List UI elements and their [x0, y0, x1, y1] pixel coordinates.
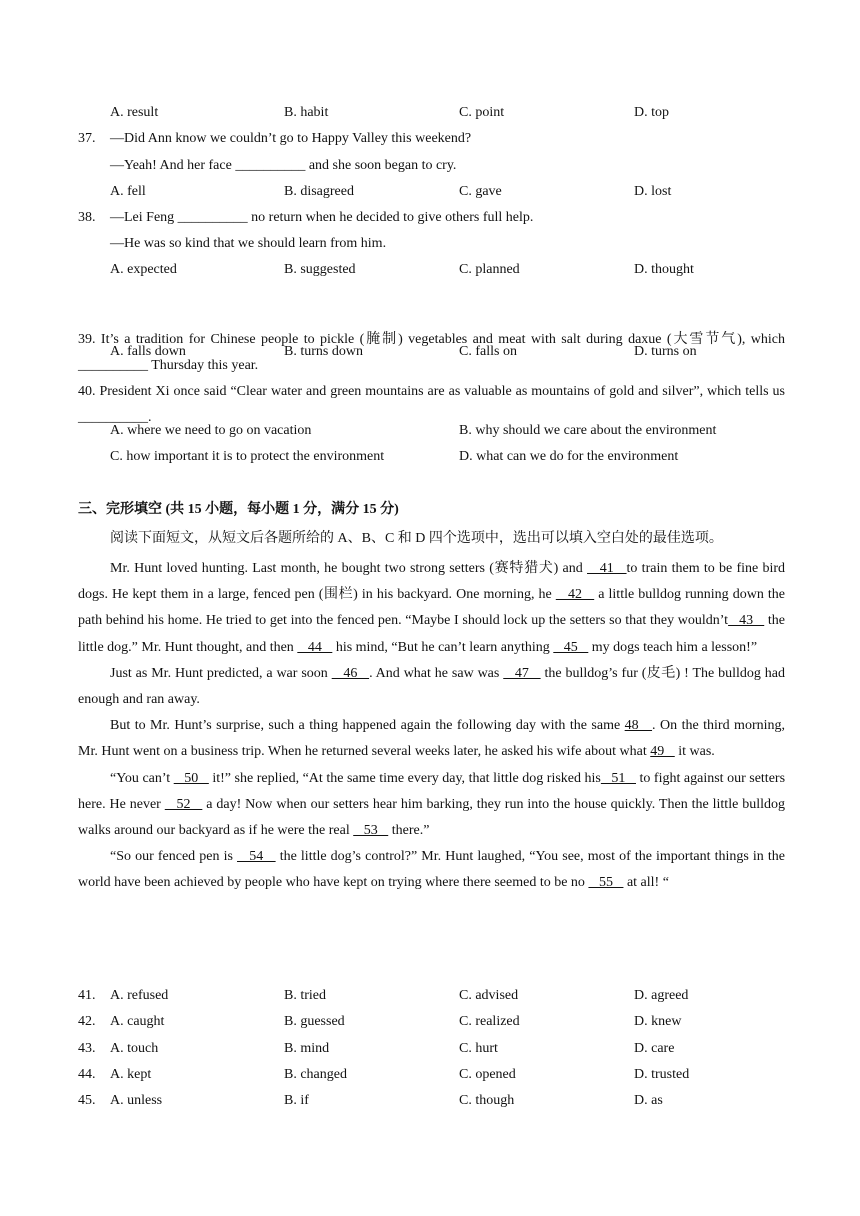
question-line: —Yeah! And her face __________ and she soon began to cry. [110, 158, 457, 173]
option-b: B. suggested [284, 262, 356, 277]
option-c: C. falls on [459, 344, 517, 359]
option-a: A. fell [110, 184, 146, 199]
question-line: —He was so kind that we should learn from him. [110, 236, 387, 251]
option-d: D. agreed [634, 988, 689, 1003]
option-a: A. unless [110, 1093, 163, 1108]
option-a: A. caught [110, 1014, 165, 1029]
option-d: D. turns on [634, 344, 697, 359]
option-a: A. kept [110, 1067, 152, 1082]
blank-54: 54 [237, 849, 276, 865]
option-a: A. falls down [110, 344, 186, 359]
blank-45: 45 [553, 639, 589, 655]
blank-44: 44 [297, 639, 333, 655]
blank-47: 47 [503, 665, 541, 681]
option-c: C. though [459, 1093, 515, 1108]
q44-options [110, 1066, 790, 1084]
question-40: 40. President Xi once said “Clear water and green mountains are as valuable as mountains of gold and silver”, which tells us __________. [78, 384, 785, 426]
blank-41: 41 [587, 561, 627, 576]
option-c: C. advised [459, 988, 519, 1003]
q40-options-row2 [110, 448, 790, 466]
option-b: B. turns down [284, 344, 363, 359]
question-number: 41. [78, 988, 96, 1003]
option-a: A. expected [110, 262, 177, 277]
question-39: 39. It’s a tradition for Chinese people to pickle (腌制) vegetables and meat with salt during daxue (大雪节气), which __________ Thursday this year. [78, 332, 785, 374]
option-b: B. changed [284, 1067, 347, 1082]
question-number: 42. [78, 1014, 96, 1029]
paragraph-5: “So our fenced pen is 54 the little dog’s control?” Mr. Hunt laughed, “You see, most of the important things in the world have been achieved by people who have kept on trying where there seemed to be no 55 at all! “ [78, 849, 785, 891]
question-number: 44. [78, 1067, 96, 1082]
option-b: B. disagreed [284, 184, 354, 199]
blank-52: 52 [164, 796, 203, 812]
option-c: C. point [459, 105, 505, 120]
option-d: D. as [634, 1093, 663, 1108]
q38-options [110, 261, 790, 279]
blank-55: 55 [588, 875, 624, 891]
q37-options [110, 183, 790, 201]
option-b: B. habit [284, 105, 329, 120]
option-b: B. why should we care about the environment [459, 423, 717, 438]
blank-42: 42 [555, 587, 595, 603]
paragraph-4: “You can’t 50 it!” she replied, “At the same time every day, that little dog risked his 51 to fight against our setters here. He never 52 a day! Now when our setters hear him barking, they run into the house quickly. Then the little bulldog walks around our backyard as if he were the real 53 there.” [78, 770, 786, 839]
option-a: A. refused [110, 988, 169, 1003]
option-b: B. mind [284, 1041, 330, 1056]
blank-48: 48 [624, 718, 653, 734]
option-b: B. tried [284, 988, 326, 1003]
option-a: A. result [110, 105, 159, 120]
option-d: D. care [634, 1041, 675, 1056]
q39-options [110, 343, 790, 361]
blank-43: 43 [728, 613, 765, 629]
blank-49: 49 [650, 744, 675, 760]
paragraph-1: Mr. Hunt loved hunting. Last month, he bought two strong setters (赛特猎犬) and 41 to train them to be fine bird dogs. He kept them in a large, fenced pen (围栏) in his backyard. One morning, he 42 a little bulldog running down the path behind his home. He tried to get into the fenced pen. “Maybe I should lock up the setters so that they wouldn’t 43 the little dog.” Mr. Hunt thought, and then 44 his mind, “But he can’t learn anything 45 my dogs teach him a lesson!” [78, 561, 786, 655]
cloze-passage [78, 556, 785, 897]
option-c: C. hurt [459, 1041, 498, 1056]
option-d: D. what can we do for the environment [459, 449, 679, 464]
option-d: D. top [634, 105, 669, 120]
option-b: B. if [284, 1093, 309, 1108]
question-number: 43. [78, 1041, 96, 1056]
paragraph-3: But to Mr. Hunt’s surprise, such a thing happened again the following day with the same 48 . On the third morning, Mr. Hunt went on a business trip. When he returned several weeks later, he asked his wife about what 49 it was. [78, 718, 785, 760]
option-c: C. gave [459, 184, 502, 199]
question-line: —Lei Feng __________ no return when he decided to give others full help. [110, 210, 534, 225]
option-c: C. opened [459, 1067, 516, 1082]
blank-50: 50 [173, 770, 209, 786]
option-d: D. trusted [634, 1067, 690, 1082]
option-a: A. touch [110, 1041, 159, 1056]
question-line: —Did Ann know we couldn’t go to Happy Valley this weekend? [110, 131, 472, 146]
q42-options [110, 1013, 790, 1031]
paragraph-2: Just as Mr. Hunt predicted, a war soon 46 . And what he saw was 47 the bulldog’s fur (皮毛) ! The bulldog had enough and ran away. [78, 665, 786, 708]
question-number: 38. [78, 210, 96, 225]
option-d: D. thought [634, 262, 694, 277]
option-c: C. planned [459, 262, 520, 277]
blank-46: 46 [331, 665, 370, 681]
question-number: 45. [78, 1093, 96, 1108]
q36-options [110, 104, 790, 122]
option-c: C. how important it is to protect the environment [110, 449, 385, 464]
q41-options [110, 987, 790, 1005]
section-heading: 三、完形填空 (共 15 小题，每小题 1 分，满分 15 分) [78, 502, 399, 517]
section-instruction: 阅读下面短文，从短文后各题所给的 A、B、C 和 D 四个选项中，选出可以填入空白处的最佳选项。 [110, 531, 723, 546]
option-d: D. knew [634, 1014, 682, 1029]
blank-51: 51 [600, 770, 636, 786]
option-b: B. guessed [284, 1014, 345, 1029]
q40-options-row1 [110, 422, 790, 440]
question-number: 37. [78, 131, 96, 146]
option-a: A. where we need to go on vacation [110, 423, 312, 438]
blank-53: 53 [353, 823, 389, 839]
q43-options [110, 1040, 790, 1058]
q45-options [110, 1092, 790, 1110]
option-c: C. realized [459, 1014, 520, 1029]
option-d: D. lost [634, 184, 672, 199]
